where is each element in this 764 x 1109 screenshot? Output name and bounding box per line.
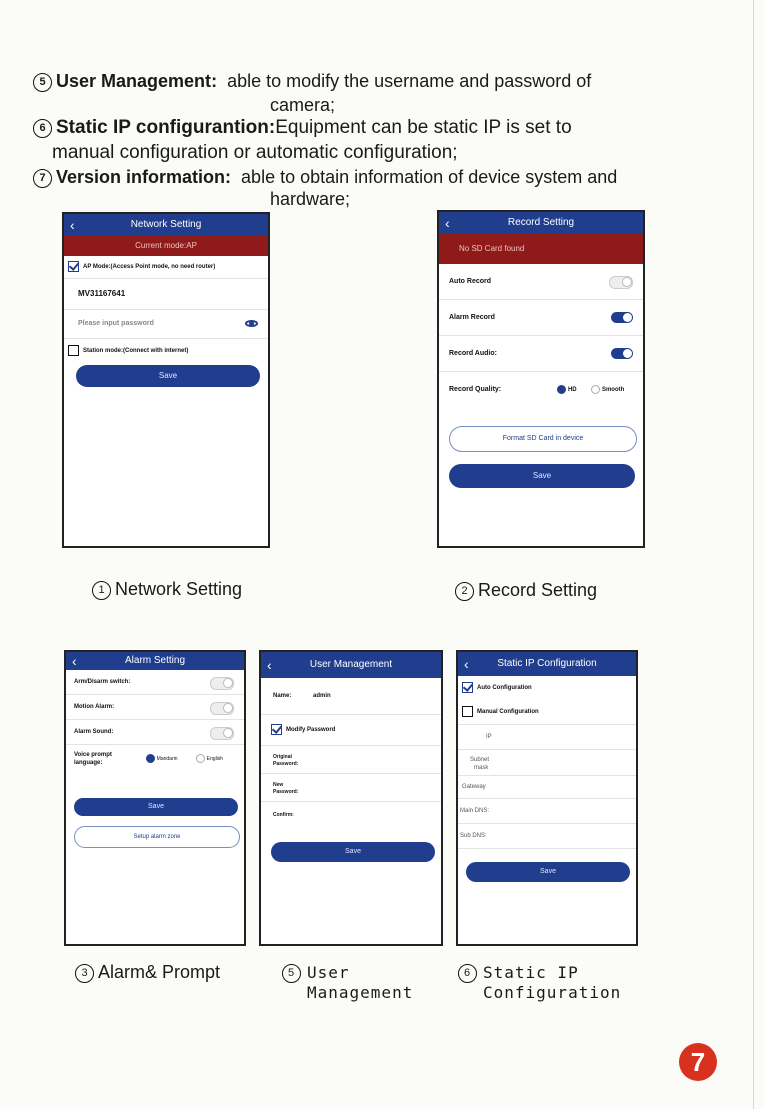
item7-line: 7 Version information: able to obtain information of device system and (33, 165, 617, 189)
auto-config-checkbox[interactable] (462, 682, 473, 693)
new-password-field[interactable]: New Password: (261, 774, 441, 802)
alarm-record-row: Alarm Record (439, 300, 643, 336)
auto-record-toggle[interactable] (609, 276, 633, 289)
alarm-setting-screen (64, 650, 246, 946)
static-ip-header (458, 652, 636, 676)
network-header (64, 214, 268, 236)
auto-config-option[interactable]: Auto Configuration (458, 676, 636, 700)
confirm-password-field[interactable]: Confirm: (273, 812, 294, 818)
record-title: Record Setting (507, 217, 575, 228)
alarm-sound-row: Alarm Sound: (66, 720, 244, 745)
item5-line: 5 User Management: able to modify the username and password of (33, 69, 591, 93)
chevron-left-icon[interactable]: ‹ (464, 656, 469, 672)
password-input[interactable]: Please input password (64, 310, 268, 339)
chevron-left-icon[interactable]: ‹ (267, 657, 272, 673)
user-title: User Management (309, 659, 393, 670)
ap-mode-option[interactable]: AP Mode:(Access Point mode, no need router) (64, 256, 268, 279)
manual-config-checkbox[interactable] (462, 706, 473, 717)
format-sd-button[interactable]: Format SD Card in device (449, 426, 637, 452)
english-radio[interactable] (196, 754, 205, 763)
manual-config-option[interactable]: Manual Configuration (458, 700, 636, 725)
page-edge (753, 0, 754, 1109)
page-number-badge: 7 (679, 1043, 717, 1081)
ip-field[interactable]: IP (458, 725, 636, 750)
station-mode-checkbox[interactable] (68, 345, 79, 356)
main-dns-field[interactable]: Main DNS: (458, 799, 636, 824)
username-row: Name: admin (261, 678, 441, 715)
record-audio-row: Record Audio: (439, 336, 643, 372)
username-value: admin (313, 693, 331, 699)
item7-text: able to obtain information of device system and (241, 167, 618, 187)
alarm-header (66, 652, 244, 670)
user-save-button[interactable]: Save (271, 842, 435, 862)
ssid-value: MV31167641 (64, 279, 268, 310)
motion-alarm-toggle[interactable] (210, 702, 234, 715)
voice-prompt-row: Voice prompt language: Mandarin English (74, 752, 224, 766)
subnet-mask-field[interactable]: Subnet mask (458, 750, 636, 776)
caption-record: 2 Record Setting (455, 579, 597, 601)
caption-network: 1 Network Setting (92, 578, 242, 600)
item6-title: Static IP configurantion: (56, 117, 276, 138)
record-save-button[interactable]: Save (449, 464, 635, 488)
eye-icon[interactable] (245, 320, 258, 327)
item5-title: User Management (56, 71, 212, 91)
item7-title: Version information (56, 167, 226, 187)
record-setting-screen (437, 210, 645, 548)
item5-text2: camera; (270, 95, 336, 115)
chevron-left-icon[interactable]: ‹ (72, 653, 77, 669)
record-header (439, 212, 643, 234)
item5-text: able to modify the username and password of (227, 71, 592, 91)
item6-text2: manual configuration or automatic configuration; (52, 142, 458, 163)
item7-text2: hardware; (270, 189, 351, 209)
arm-switch-toggle[interactable] (210, 677, 234, 690)
record-quality-row: Record Quality: HD Smooth (449, 386, 625, 393)
current-mode-bar: Current mode:AP (64, 236, 268, 256)
modify-password-option[interactable]: Modify Password (261, 715, 441, 746)
setup-alarm-zone-button[interactable]: Setup alarm zone (74, 826, 240, 848)
user-header (261, 652, 441, 678)
item6-text: Equipment can be static IP is set to (275, 117, 572, 138)
alarm-save-button[interactable]: Save (74, 798, 238, 816)
arm-switch-row: Arm/Disarm switch: (66, 670, 244, 695)
item6-line: 6 Static IP configurantion:Equipment can be static IP is set to (33, 116, 572, 140)
alarm-record-toggle[interactable] (611, 312, 633, 323)
network-title: Network Setting (130, 219, 202, 230)
network-save-button[interactable]: Save (76, 365, 260, 387)
caption-alarm: 3 Alarm& Prompt (75, 961, 220, 983)
motion-alarm-row: Motion Alarm: (66, 695, 244, 720)
chevron-left-icon[interactable]: ‹ (445, 215, 450, 231)
smooth-radio[interactable] (591, 385, 600, 394)
static-ip-save-button[interactable]: Save (466, 862, 630, 882)
record-audio-toggle[interactable] (611, 348, 633, 359)
static-ip-title: Static IP Configuration (497, 658, 597, 669)
hd-radio[interactable] (557, 385, 566, 394)
auto-record-row: Auto Record (439, 264, 643, 300)
static-ip-screen (456, 650, 638, 946)
modify-password-checkbox[interactable] (271, 724, 282, 735)
mandarin-radio[interactable] (146, 754, 155, 763)
chevron-left-icon[interactable]: ‹ (70, 217, 75, 233)
original-password-field[interactable]: Original Password: (261, 746, 441, 774)
ap-mode-checkbox[interactable] (68, 261, 79, 272)
alarm-sound-toggle[interactable] (210, 727, 234, 740)
alarm-title: Alarm Setting (124, 655, 186, 666)
user-management-screen (259, 650, 443, 946)
no-sd-card-bar: No SD Card found (439, 234, 643, 264)
sub-dns-field[interactable]: Sub DNS: (458, 824, 636, 849)
network-setting-screen (62, 212, 270, 548)
station-mode-option[interactable]: Station mode:(Connect with internet) (64, 339, 268, 363)
gateway-field[interactable]: Gateway (458, 776, 636, 799)
